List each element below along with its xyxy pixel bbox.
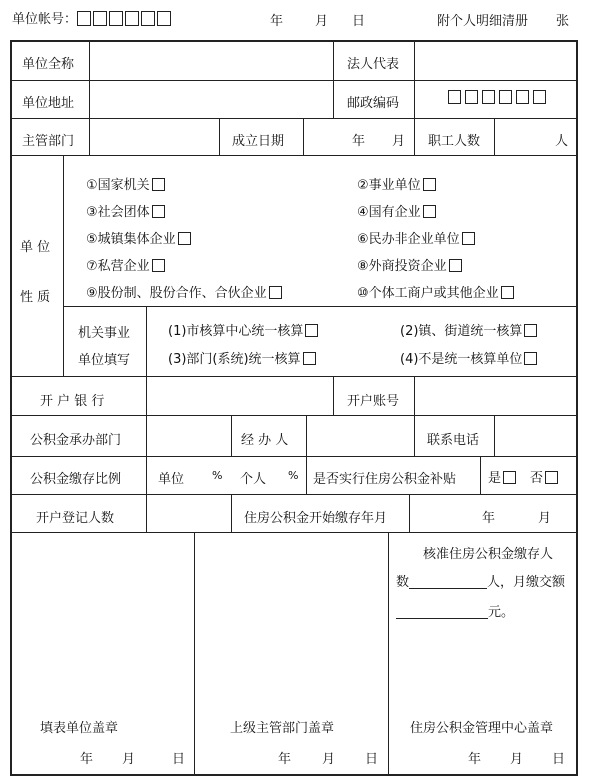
contribution-ratio-label: 公积金缴存比例 [30,472,122,487]
checkbox[interactable] [305,324,318,337]
legal-rep-label: 法人代表 [347,57,400,72]
subsidy-question: 是否实行住房公积金补贴 [313,472,457,487]
registered-count-field[interactable] [149,497,228,530]
postal-digit-box[interactable] [533,90,546,104]
institution-fill-label-1: 机关事业 [78,326,131,341]
center-seal-month: 月 [510,752,524,767]
account-no-field[interactable] [417,379,573,413]
nature-option[interactable]: ⑤城镇集体企业 [86,228,191,247]
postal-digit-box[interactable] [482,90,495,104]
checkbox[interactable] [449,259,462,272]
nature-option[interactable]: ⑥民办非企业单位 [357,228,475,247]
nature-option[interactable]: ③社会团体 [86,201,165,220]
center-seal-day: 日 [552,752,566,767]
checkbox[interactable] [545,471,558,484]
monthly-amount-blank[interactable] [396,604,488,619]
phone-label: 联系电话 [427,433,480,448]
bank-label: 开 户 银 行 [40,394,105,409]
center-seal-year: 年 [468,752,482,767]
start-month-label: 住房公积金开始缴存年月 [244,511,388,526]
handler-label: 经 办 人 [241,433,289,448]
unit-nature-label-2: 性 质 [20,290,51,305]
staff-count-unit: 人 [555,134,569,149]
supervising-dept-field[interactable] [92,121,216,153]
handler-field[interactable] [309,418,411,454]
superior-seal-day: 日 [365,752,379,767]
accounting-option[interactable]: (3)部门(系统)统一核算 [168,348,316,367]
checkbox[interactable] [501,286,514,299]
center-seal-label: 住房公积金管理中心盖章 [410,721,554,736]
account-digit-box[interactable] [93,11,107,26]
founded-month: 月 [392,134,406,149]
header-year: 年 [270,14,284,29]
filler-seal-year: 年 [80,752,94,767]
checkbox[interactable] [269,286,282,299]
superior-seal-month: 月 [322,752,336,767]
accounting-option[interactable]: (2)镇、街道统一核算 [400,320,537,339]
unit-full-name-label: 单位全称 [22,57,75,72]
postal-digit-box[interactable] [448,90,461,104]
founded-date-label: 成立日期 [232,134,285,149]
accounting-option[interactable]: (1)市核算中心统一核算 [168,320,318,339]
checkbox[interactable] [152,205,165,218]
registered-count-label: 开户登记人数 [36,511,115,526]
nature-option[interactable]: ⑦私营企业 [86,255,165,274]
nature-option[interactable]: ②事业单位 [357,174,436,193]
filler-seal-day: 日 [172,752,186,767]
postal-digit-box[interactable] [499,90,512,104]
checkbox[interactable] [423,205,436,218]
account-no-label: 开户账号 [347,394,400,409]
accounting-option[interactable]: (4)不是统一核算单位 [400,348,537,367]
personal-ratio-label: 个人 [240,472,267,487]
founded-year: 年 [352,134,366,149]
account-label: 单位帐号： [12,12,78,27]
header-month: 月 [315,14,329,29]
checkbox[interactable] [152,259,165,272]
attachment-label: 附个人明细清册 [437,14,529,29]
unit-ratio-percent: % [212,469,223,482]
checkbox[interactable] [524,324,537,337]
checkbox[interactable] [303,352,316,365]
checkbox[interactable] [423,178,436,191]
checkbox[interactable] [462,232,475,245]
handling-dept-field[interactable] [149,418,228,454]
unit-nature-label-1: 单 位 [20,240,51,255]
header-day: 日 [352,14,366,29]
checkbox[interactable] [503,471,516,484]
account-digit-box[interactable] [141,11,155,26]
unit-full-name-field[interactable] [92,44,330,78]
nature-option[interactable]: ⑩个体工商户或其他企业 [357,282,514,301]
legal-rep-field[interactable] [417,44,573,78]
staff-count-label: 职工人数 [428,134,481,149]
nature-option[interactable]: ①国家机关 [86,174,165,193]
filler-seal-label: 填表单位盖章 [40,721,119,736]
nature-option[interactable]: ⑨股份制、股份合作、合伙企业 [86,282,282,301]
postal-digit-box[interactable] [516,90,529,104]
checkbox[interactable] [524,352,537,365]
account-number-field [12,8,173,27]
approved-count-blank[interactable] [409,574,487,589]
sheet-unit: 张 [556,14,570,29]
subsidy-no-option[interactable]: 否 [530,467,558,486]
approval-line-2: 数 人，月缴交额 [396,575,566,590]
institution-fill-label-2: 单位填写 [78,353,131,368]
account-digit-box[interactable] [157,11,171,26]
subsidy-yes-option[interactable]: 是 [488,467,516,486]
checkbox[interactable] [152,178,165,191]
checkbox[interactable] [178,232,191,245]
superior-seal-label: 上级主管部门盖章 [230,721,335,736]
superior-seal-year: 年 [278,752,292,767]
account-digit-box[interactable] [109,11,123,26]
approval-line-1: 核准住房公积金缴存人 [423,547,554,562]
approval-line-3: 元。 [396,601,514,620]
unit-ratio-label: 单位 [158,472,185,487]
filler-seal-month: 月 [122,752,136,767]
nature-option[interactable]: ④国有企业 [357,201,436,220]
phone-field[interactable] [497,418,573,454]
postal-code-boxes [448,90,550,106]
bank-field[interactable] [149,379,330,413]
account-digit-box[interactable] [77,11,91,26]
postal-code-label: 邮政编码 [347,96,400,111]
postal-digit-box[interactable] [465,90,478,104]
account-digit-box[interactable] [125,11,139,26]
unit-address-label: 单位地址 [22,96,75,111]
handling-dept-label: 公积金承办部门 [30,433,122,448]
personal-ratio-percent: % [288,469,299,482]
nature-option[interactable]: ⑧外商投资企业 [357,255,462,274]
supervising-dept-label: 主管部门 [22,134,75,149]
start-year: 年 [482,511,496,526]
start-month: 月 [538,511,552,526]
unit-address-field[interactable] [92,83,330,116]
